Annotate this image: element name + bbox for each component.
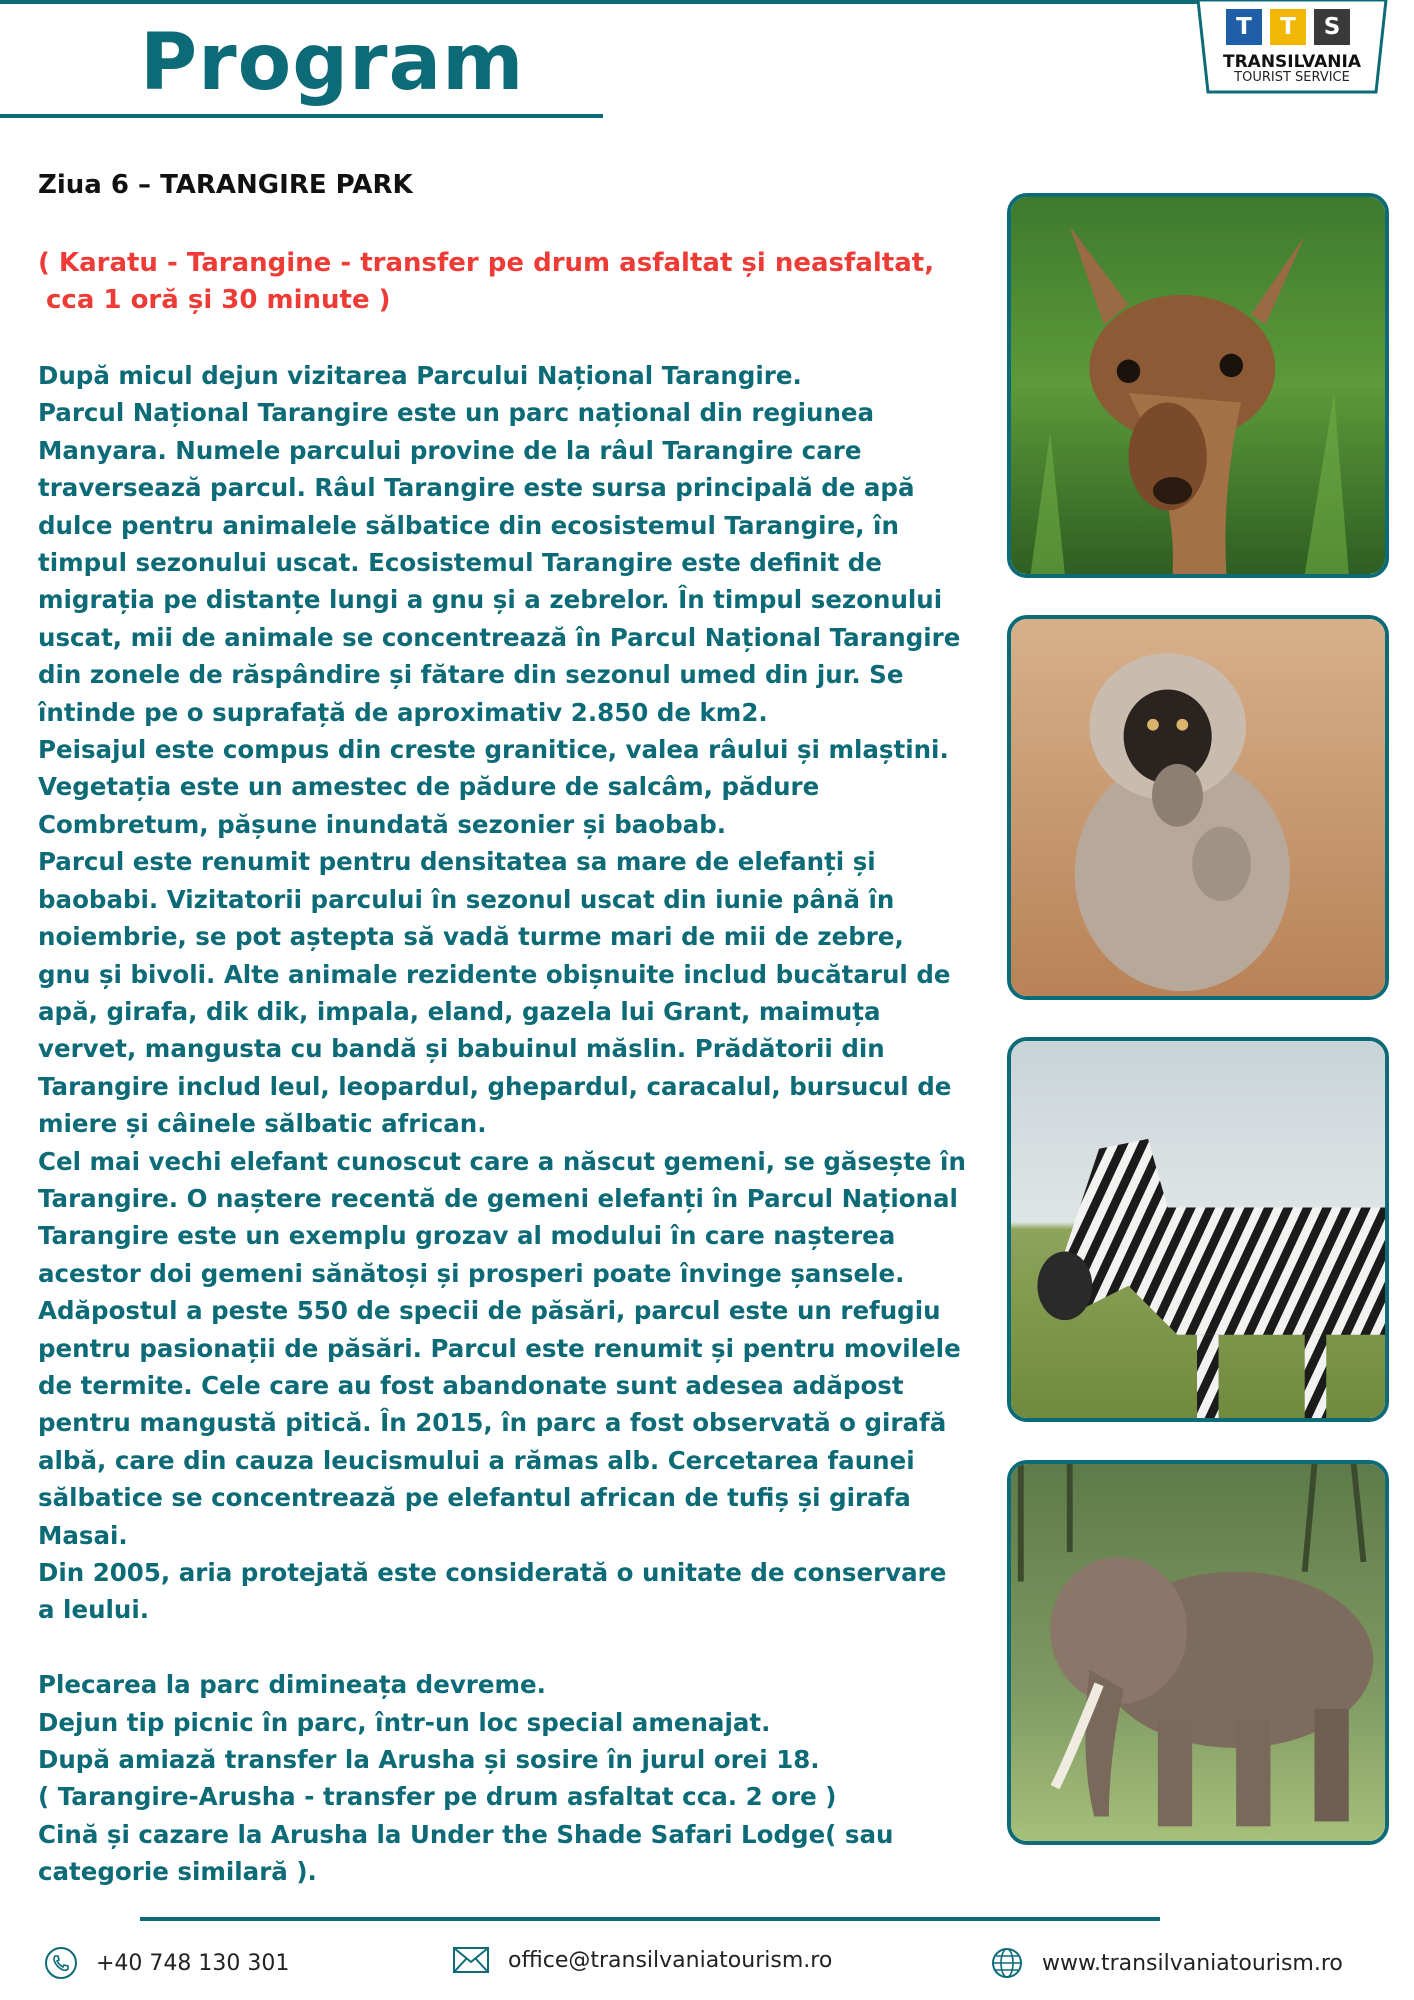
footer-website[interactable] — [990, 1946, 1343, 1980]
body-line: Parcul Național Tarangire este un parc național din regiunea — [38, 398, 875, 428]
body-line: Dejun tip picnic în parc, într-un loc special amenajat. — [38, 1707, 771, 1737]
body-line: Cel mai vechi elefant cunoscut care a născut gemeni, se găsește în — [38, 1146, 966, 1176]
email-address: office@transilvaniatourism.ro — [508, 1947, 833, 1973]
company-logo — [1196, 0, 1388, 102]
body-line: miere și câinele sălbatic african. — [38, 1109, 487, 1139]
dik-dik-image — [1011, 197, 1385, 574]
photo-vervet-monkey — [1007, 615, 1389, 1000]
zebra-image — [1011, 1041, 1385, 1418]
photo-dik-dik — [1007, 193, 1389, 578]
body-line: apă, girafa, dik dik, impala, eland, gazela lui Grant, maimuța — [38, 996, 881, 1026]
body-line: acestor doi gemeni sănătoși și prosperi poate învinge șansele. — [38, 1258, 905, 1288]
footer-line — [140, 1917, 1160, 1921]
body-line: migrația pe distanțe lungi a gnu și a zebrelor. În timpul sezonului — [38, 585, 943, 615]
body-line: Tarangire includ leul, leopardul, ghepardul, caracalul, bursucul de — [38, 1071, 952, 1101]
paragraph-gap — [38, 1629, 998, 1666]
logo-tile-t1: T — [1226, 9, 1262, 45]
body-line: vervet, mangusta cu bandă și babuinul măslin. Prădătorii din — [38, 1034, 885, 1064]
body-line: Cină și cazare la Arusha la Under the Shade Safari Lodge( sau — [38, 1819, 894, 1849]
photo-zebra — [1007, 1037, 1389, 1422]
footer-email[interactable] — [452, 1946, 832, 1974]
transfer-note-line-1: ( Karatu - Tarangine - transfer pe drum asfaltat și neasfaltat, — [38, 248, 935, 278]
phone-number: +40 748 130 301 — [96, 1950, 290, 1976]
transfer-note — [38, 245, 938, 319]
body-line: pentru pasionații de păsări. Parcul este renumit și pentru movilele — [38, 1333, 961, 1363]
body-line: din zonele de răspândire și fătare din sezonul umed din jur. Se — [38, 660, 904, 690]
body-line: gnu și bivoli. Alte animale rezidente obișnuite includ bucătarul de — [38, 959, 951, 989]
body-line: După amiază transfer la Arusha și sosire în jurul orei 18. — [38, 1745, 820, 1775]
logo-tile-s: S — [1314, 9, 1350, 45]
body-line: dulce pentru animalele sălbatice din ecosistemul Tarangire, în — [38, 510, 899, 540]
website-url: www.transilvaniatourism.ro — [1042, 1950, 1343, 1976]
body-line: timpul sezonului uscat. Ecosistemul Tarangire este definit de — [38, 548, 882, 578]
day-description — [38, 357, 998, 1891]
logo-subtitle: TOURIST SERVICE — [1234, 70, 1350, 85]
body-line: ( Tarangire-Arusha - transfer pe drum asfaltat cca. 2 ore ) — [38, 1782, 837, 1812]
body-line: categorie similară ). — [38, 1857, 317, 1887]
vervet-monkey-image — [1011, 619, 1385, 996]
body-line: Vegetația este un amestec de pădure de salcâm, pădure — [38, 772, 820, 802]
body-line: întinde pe o suprafață de aproximativ 2.850 de km2. — [38, 697, 768, 727]
body-line: albă, care din cauza leucismului a rămas alb. Cercetarea faunei — [38, 1445, 915, 1475]
logo-tile-t2: T — [1270, 9, 1306, 45]
logo-tiles — [1226, 9, 1350, 45]
body-line: baobabi. Vizitatorii parcului în sezonul uscat din iunie până în — [38, 884, 895, 914]
body-line: Masai. — [38, 1520, 128, 1550]
page-title: Program — [140, 18, 525, 108]
body-line: de termite. Cele care au fost abandonate sunt adesea adăpost — [38, 1370, 904, 1400]
body-line: După micul dejun vizitarea Parcului Național Tarangire. — [38, 361, 802, 390]
day-heading: Ziua 6 – TARANGIRE PARK — [38, 170, 413, 200]
body-line: noiembrie, se pot aștepta să vadă turme mari de mii de zebre, — [38, 922, 904, 952]
body-line: pentru mangustă pitică. În 2015, în parc a fost observată o girafă — [38, 1408, 947, 1438]
photo-elephant — [1007, 1460, 1389, 1845]
body-line: Parcul este renumit pentru densitatea sa mare de elefanți și — [38, 847, 876, 877]
body-line: uscat, mii de animale se concentrează în Parcul Național Tarangire — [38, 622, 961, 652]
transfer-note-line-2: cca 1 oră și 30 minute ) — [46, 285, 391, 315]
body-line: sălbatice se concentrează pe elefantul african de tufiș și girafa — [38, 1483, 911, 1513]
email-icon — [452, 1946, 490, 1974]
globe-icon — [990, 1946, 1024, 1980]
body-line: Combretum, pășune inundată sezonier și baobab. — [38, 809, 727, 839]
body-line: Tarangire este un exemplu grozav al modului în care nașterea — [38, 1221, 896, 1251]
body-line: Manyara. Numele parcului provine de la râul Tarangire care — [38, 435, 862, 465]
body-line: a leului. — [38, 1595, 150, 1625]
body-line: Peisajul este compus din creste granitice, valea râului și mlaștini. — [38, 735, 949, 765]
footer-phone[interactable] — [44, 1946, 289, 1980]
body-line: Din 2005, aria protejată este considerată o unitate de conservare — [38, 1558, 947, 1587]
top-border-line — [0, 0, 1200, 4]
phone-icon — [44, 1946, 78, 1980]
title-underline — [0, 114, 603, 118]
body-line: Adăpostul a peste 550 de specii de păsări, parcul este un refugiu — [38, 1296, 941, 1326]
body-line: traversează parcul. Râul Tarangire este sursa principală de apă — [38, 473, 915, 503]
body-line: Plecarea la parc dimineața devreme. — [38, 1670, 546, 1700]
logo-name: TRANSILVANIA — [1222, 52, 1361, 72]
body-line: Tarangire. O naștere recentă de gemeni elefanți în Parcul Național — [38, 1183, 958, 1213]
elephant-image — [1011, 1464, 1385, 1841]
